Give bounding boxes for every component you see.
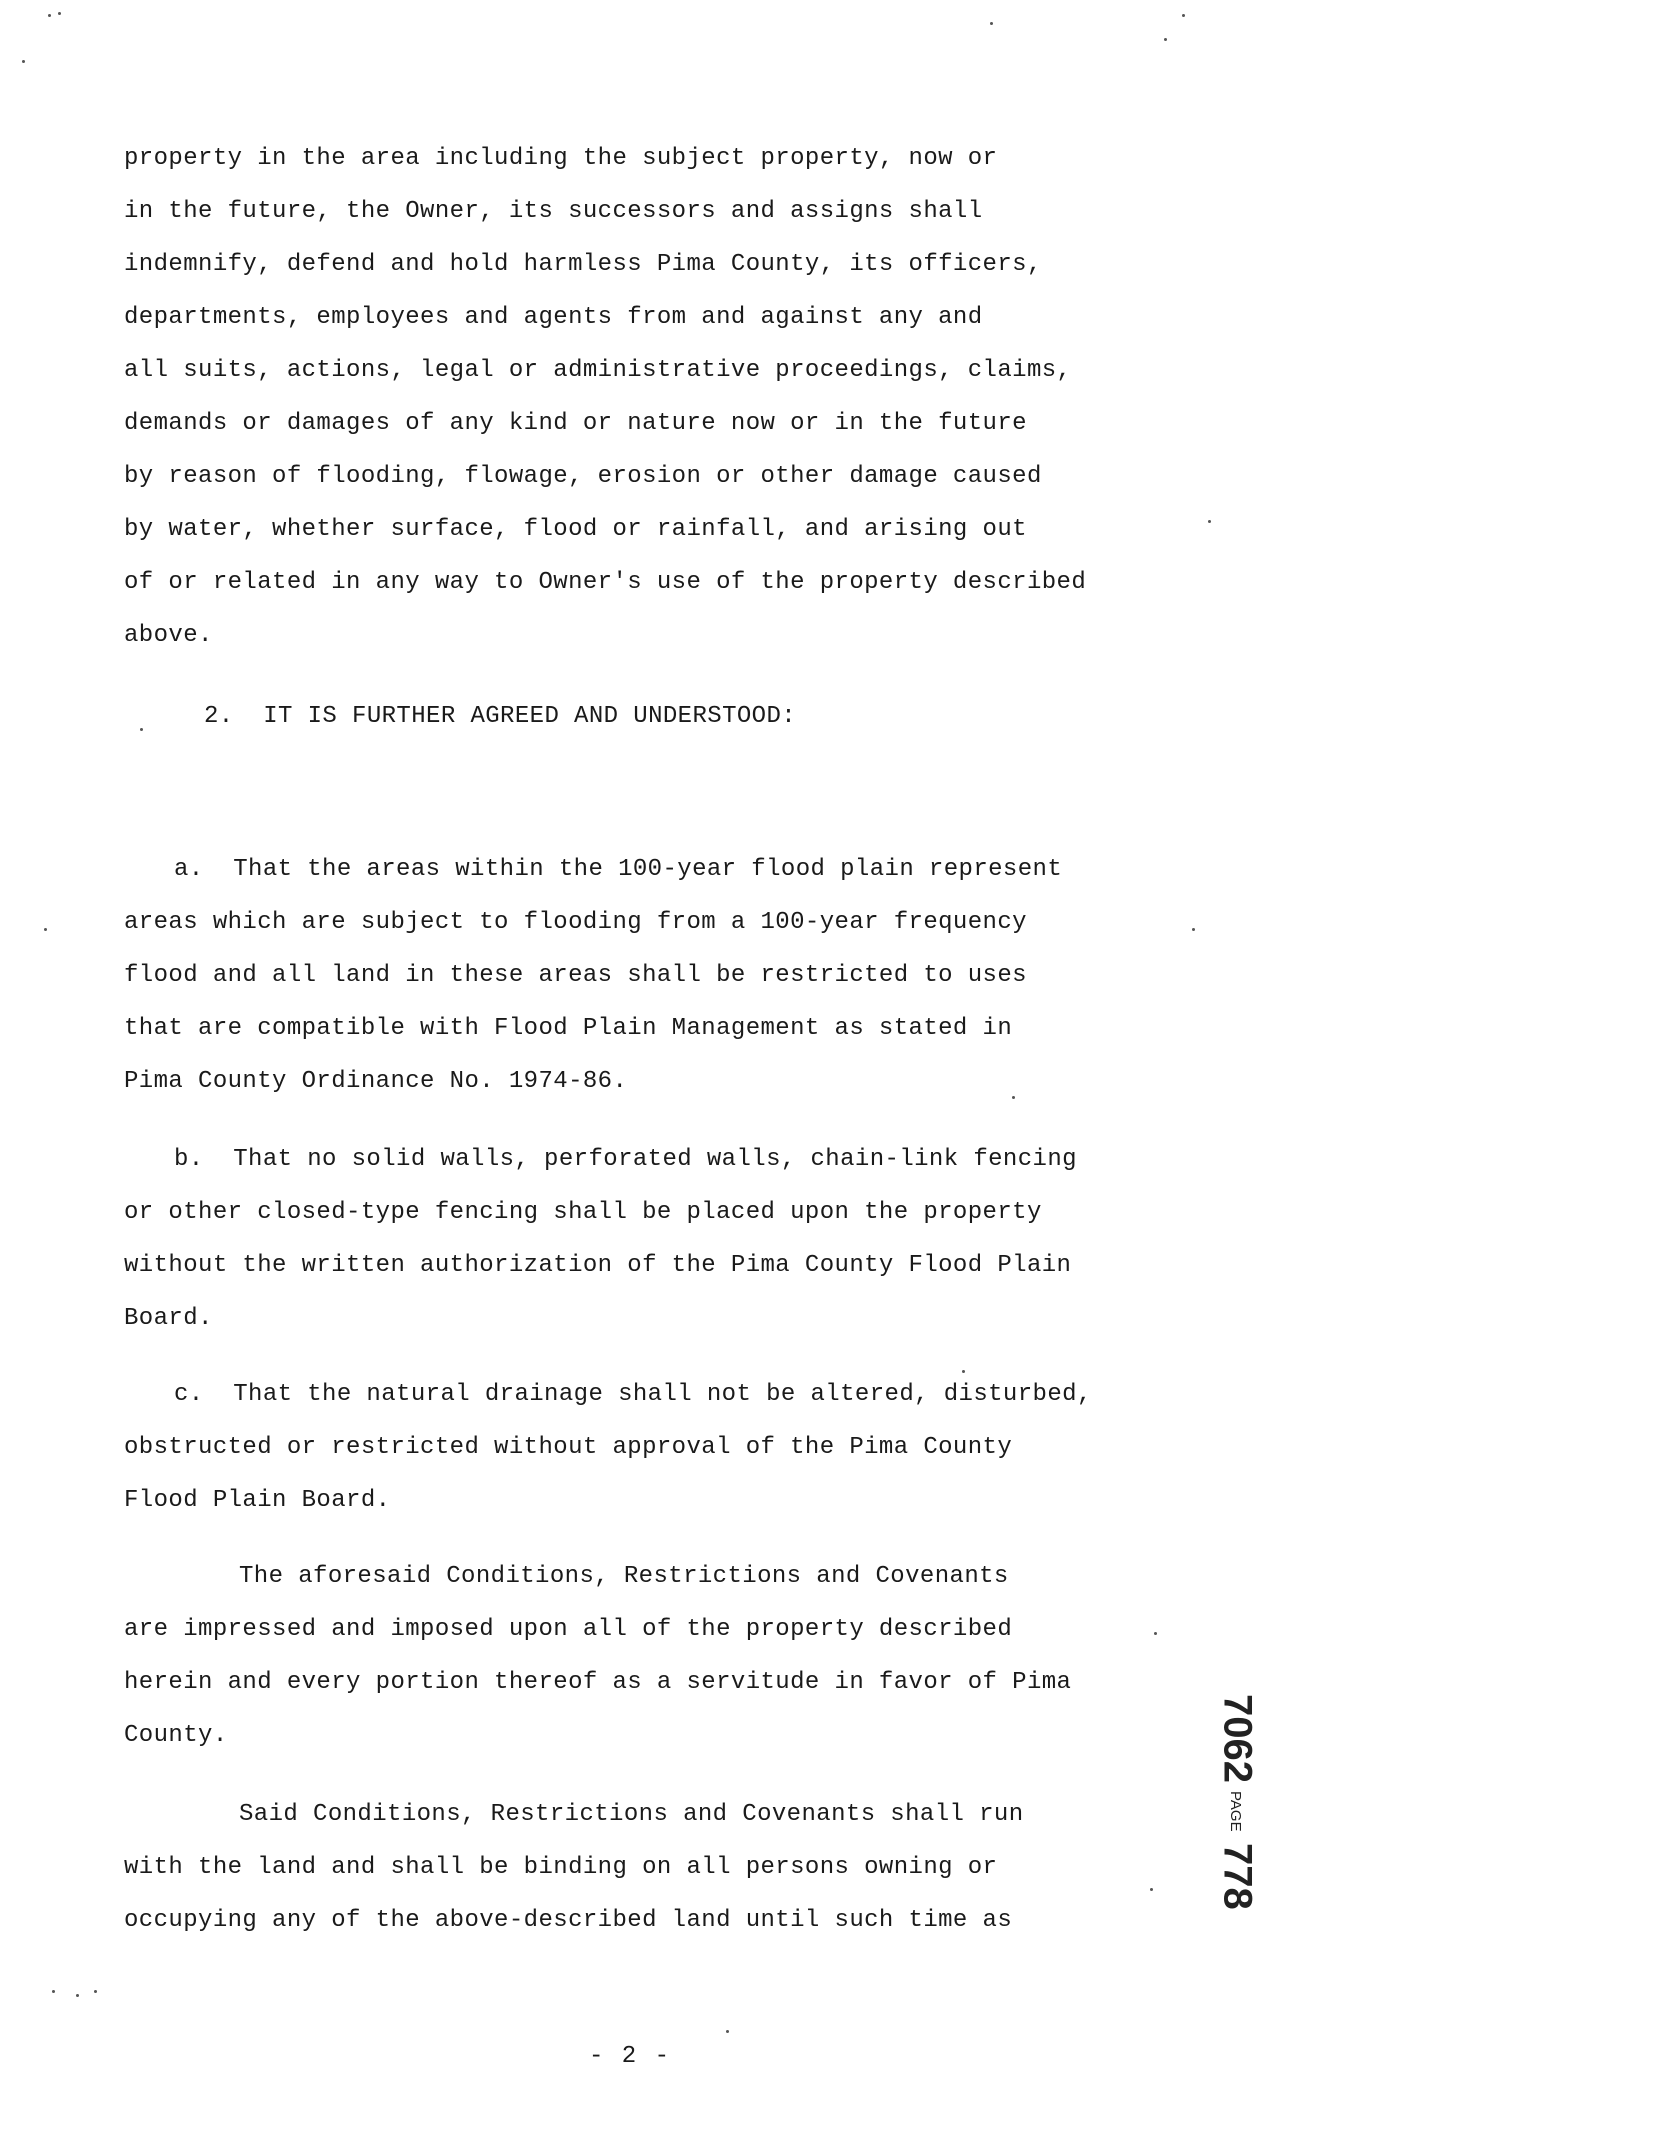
text-line: The aforesaid Conditions, Restrictions and Covenants (239, 1563, 1009, 1590)
text-line: without the written authorization of the Pima County Flood Plain (124, 1252, 1072, 1279)
text-line: departments, employees and agents from and against any and (124, 304, 983, 331)
servitude-paragraph (124, 1550, 1174, 1762)
scan-speck (962, 1370, 965, 1373)
text-line: areas which are subject to flooding from a 100-year frequency (124, 909, 1027, 936)
section-heading-text: 2. IT IS FURTHER AGREED AND UNDERSTOOD: (204, 703, 797, 730)
text-line: Pima County Ordinance No. 1974-86. (124, 1068, 628, 1095)
scan-speck (1192, 928, 1195, 931)
item-b-paragraph (124, 1133, 1174, 1345)
text-line: County. (124, 1722, 228, 1749)
scan-speck (44, 928, 47, 931)
scan-speck (1208, 520, 1211, 523)
text-line: demands or damages of any kind or nature now or in the future (124, 410, 1027, 437)
scan-speck (1154, 1632, 1157, 1635)
text-line: by reason of flooding, flowage, erosion or other damage caused (124, 463, 1042, 490)
item-c-paragraph (124, 1368, 1174, 1527)
page-number: - 2 - (588, 2043, 671, 2070)
book-page-stamp (1195, 1660, 1275, 1910)
text-line: above. (124, 622, 213, 649)
text-line: indemnify, defend and hold harmless Pima County, its officers, (124, 251, 1042, 278)
text-line: Board. (124, 1305, 213, 1332)
scan-speck (94, 1990, 97, 1993)
text-line: obstructed or restricted without approval of the Pima County (124, 1434, 1013, 1461)
scan-speck (22, 60, 25, 63)
text-line: occupying any of the above-described land until such time as (124, 1907, 1013, 1934)
scan-speck (1150, 1888, 1153, 1891)
text-line: or other closed-type fencing shall be placed upon the property (124, 1199, 1042, 1226)
text-line: by water, whether surface, flood or rainfall, and arising out (124, 516, 1027, 543)
scan-speck (1182, 14, 1185, 17)
text-line: b. That no solid walls, perforated walls, chain-link fencing (174, 1146, 1077, 1173)
run-with-land-paragraph (124, 1788, 1174, 1947)
text-line: all suits, actions, legal or administrative proceedings, claims, (124, 357, 1072, 384)
stamp-page-number: 778 (1215, 1843, 1260, 1910)
text-line: c. That the natural drainage shall not be altered, disturbed, (174, 1381, 1092, 1408)
item-a-paragraph (124, 843, 1174, 1108)
text-line: flood and all land in these areas shall be restricted to uses (124, 962, 1027, 989)
scan-speck (52, 1990, 55, 1993)
scan-speck (48, 14, 51, 17)
stamp-page-label: PAGE (1227, 1791, 1245, 1832)
text-line: of or related in any way to Owner's use of the property described (124, 569, 1087, 596)
text-line: with the land and shall be binding on all persons owning or (124, 1854, 998, 1881)
section-2-heading (124, 690, 1174, 743)
scan-speck (76, 1994, 79, 1997)
scan-speck (1164, 38, 1167, 41)
indemnity-paragraph (124, 132, 1174, 662)
scan-speck (58, 12, 61, 15)
scan-speck (1012, 1096, 1015, 1099)
text-line: Said Conditions, Restrictions and Covenants shall run (239, 1801, 1024, 1828)
stamp-book-number: 7062 (1215, 1694, 1260, 1783)
text-line: herein and every portion thereof as a servitude in favor of Pima (124, 1669, 1072, 1696)
scan-speck (140, 728, 143, 731)
text-line: property in the area including the subject property, now or (124, 145, 998, 172)
text-line: Flood Plain Board. (124, 1487, 391, 1514)
text-line: a. That the areas within the 100-year flood plain represent (174, 856, 1063, 883)
scan-speck (726, 2030, 729, 2033)
scan-speck (990, 22, 993, 25)
text-line: in the future, the Owner, its successors and assigns shall (124, 198, 983, 225)
text-line: that are compatible with Flood Plain Management as stated in (124, 1015, 1013, 1042)
text-line: are impressed and imposed upon all of the property described (124, 1616, 1013, 1643)
